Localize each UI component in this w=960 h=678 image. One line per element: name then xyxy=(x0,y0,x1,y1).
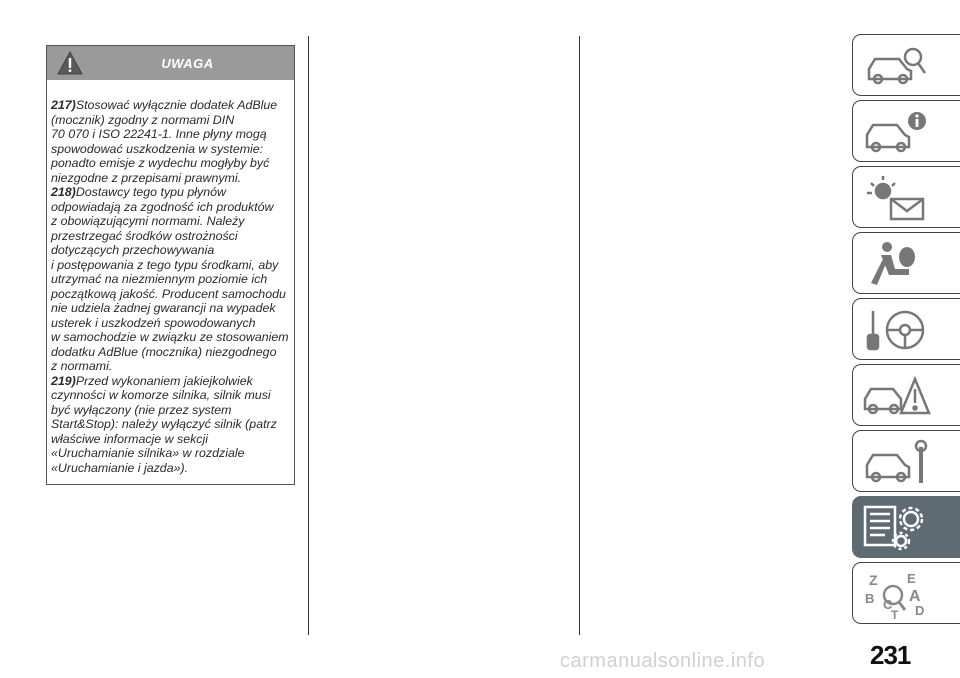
svg-text:T: T xyxy=(891,608,899,619)
car-breakdown-triangle-icon xyxy=(861,371,931,421)
alphabetical-index-icon xyxy=(861,569,931,619)
tab-technical-specifications[interactable] xyxy=(852,496,960,558)
note-219 xyxy=(51,374,290,476)
svg-text:Z: Z xyxy=(869,572,878,588)
warning-header xyxy=(47,46,294,80)
note-text: Dostawcy tego typu płynów odpowiadają za zgodność ich produktów z obowiązującymi normami. Należy przestrzegać środków ostrożności dotyczących przechowywania i postępowania z tego typu środkami, aby utrzymać na niezmiennym poziomie ich początkową jakość. Producent samochodu nie udziela żadnej gwarancji na wypadek usterek i uszkodzeń spowodowanych w samochodzie w związku ze stosowaniem dodatku AdBlue (mocznika) niezgodnego z normami. xyxy=(51,185,289,373)
svg-text:D: D xyxy=(915,603,925,618)
note-218 xyxy=(51,185,290,374)
svg-text:B: B xyxy=(865,591,875,606)
note-217 xyxy=(51,98,290,185)
note-number: 217) xyxy=(51,98,76,112)
car-wrench-icon xyxy=(861,437,931,487)
note-number: 219) xyxy=(51,373,76,388)
note-text: Stosować wyłącznie dodatek AdBlue (mocznik) zgodny z normami DIN 70 070 i ISO 22241-1. Inne płyny mogą spowodować uszkodzenia w systemie: ponadto emisje z wydechu mogłyby być niezgodne z przepisami prawnymi. xyxy=(51,98,278,185)
tab-safety[interactable] xyxy=(852,232,960,294)
warning-box xyxy=(46,45,295,485)
tab-index[interactable] xyxy=(852,562,960,624)
tab-servicing[interactable] xyxy=(852,430,960,492)
tab-knowing-the-car[interactable] xyxy=(852,34,960,96)
watermark: carmanualsonline.info xyxy=(560,650,766,672)
svg-text:E: E xyxy=(907,571,916,586)
column-divider xyxy=(579,36,580,635)
column-divider xyxy=(308,36,309,635)
svg-text:C: C xyxy=(883,597,893,612)
specs-list-gears-icon xyxy=(861,503,931,553)
page-number: 231 xyxy=(870,640,911,670)
key-steering-wheel-icon xyxy=(861,305,931,355)
tab-emergency[interactable] xyxy=(852,364,960,426)
tab-warning-lights[interactable] xyxy=(852,166,960,228)
tab-technical-info[interactable] xyxy=(852,100,960,162)
warning-lights-message-icon xyxy=(861,173,931,223)
tab-starting-and-driving[interactable] xyxy=(852,298,960,360)
seat-airbag-icon xyxy=(861,239,931,289)
warning-title: UWAGA xyxy=(161,56,214,71)
note-text: Przed wykonaniem jakiejkolwiek czynności w komorze silnika, silnik musi być wyłączony (nie przez system Start&Stop): należy wyłączyć silnik (patrz właściwe informacje w sekcji «Uruchamianie silnika» w rozdziale «Uruchamianie i jazda»). xyxy=(51,373,277,475)
warning-body xyxy=(47,80,294,475)
svg-text:A: A xyxy=(909,588,921,605)
note-number: 218) xyxy=(51,185,76,199)
car-search-icon xyxy=(861,41,931,91)
car-info-icon xyxy=(861,107,931,157)
